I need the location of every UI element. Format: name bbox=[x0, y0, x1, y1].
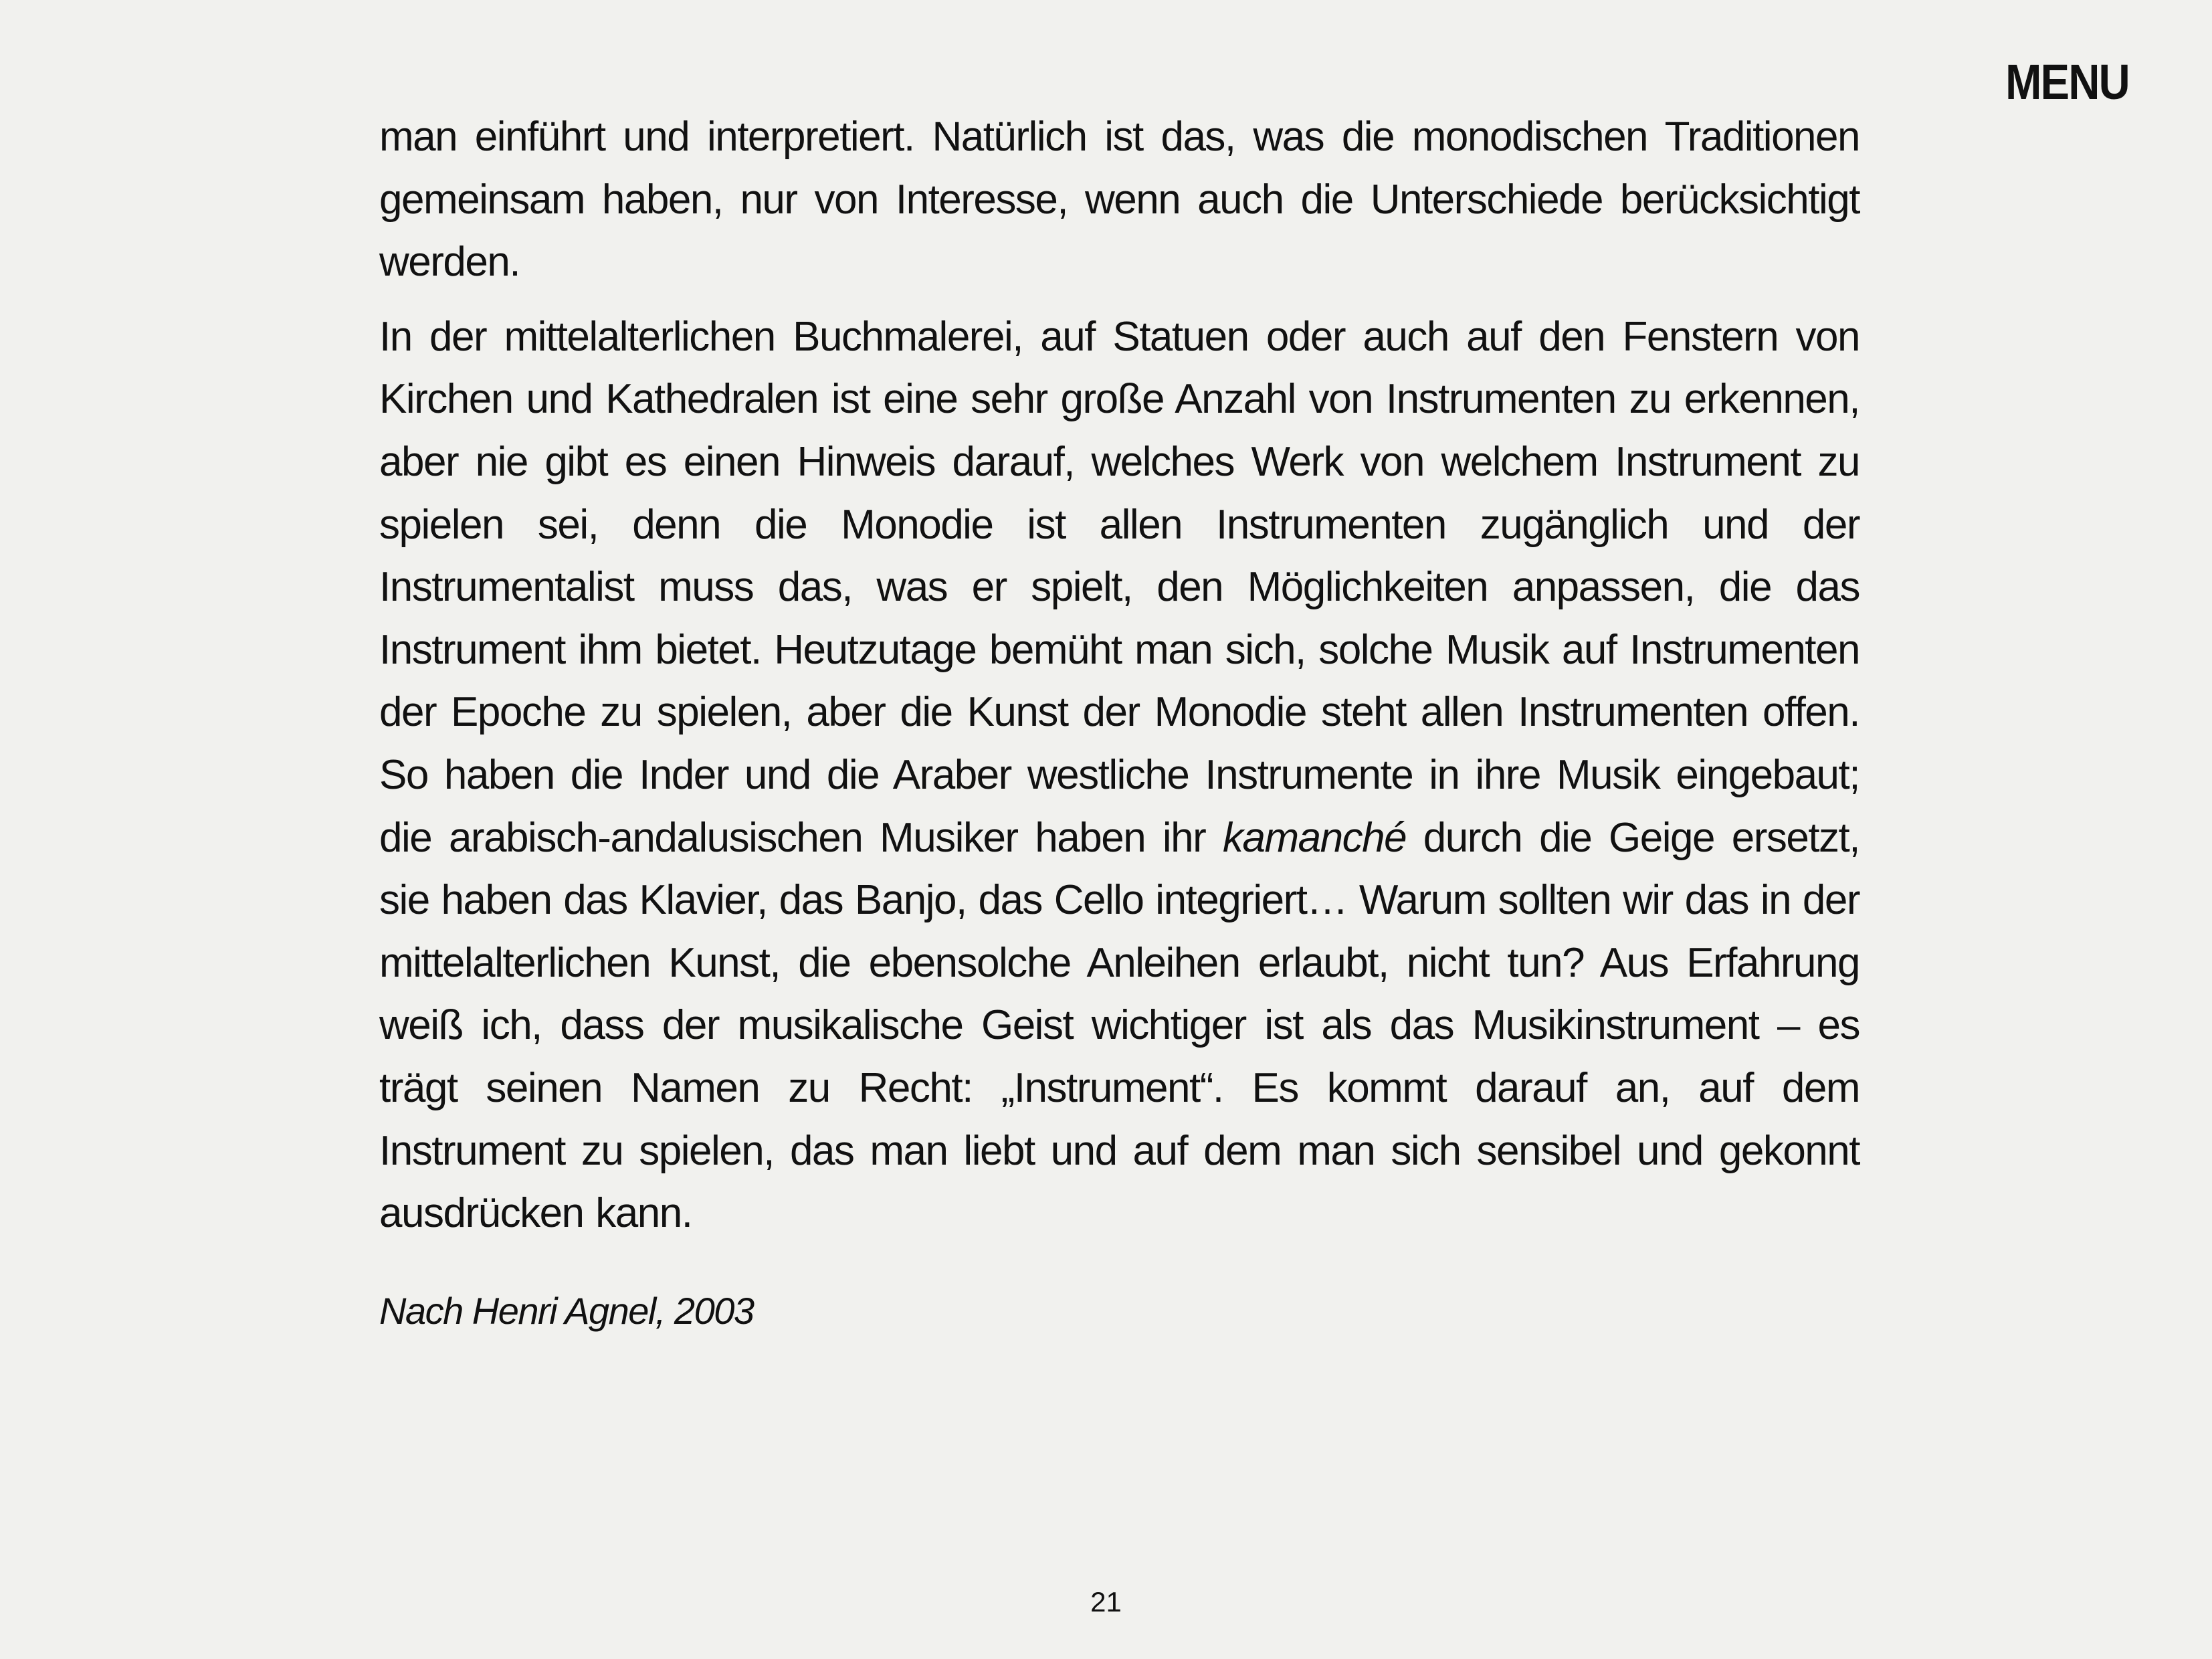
paragraph-2-text-end: durch die Geige ersetzt, sie haben das Klavier, das Banjo, das Cello integriert… Warum sollten wir das in der mittelalterlichen Kunst, die ebensolche Anleihen erlaubt, nicht tun? Aus Erfahrung weiß ich, dass der musikalische Geist wichtiger ist als das Musikinstrument – es trägt seinen Namen zu Recht: „Instrument“. Es kommt darauf an, auf dem Instrument zu spielen, das man liebt und auf dem man sich sensibel und gekonnt ausdrücken kann. bbox=[379, 814, 1859, 1237]
paragraph-2-text-start: In der mittelalterlichen Buchmalerei, auf Statuen oder auch auf den Fenstern von Kirchen und Kathedralen ist eine sehr große Anzahl von Instrumenten zu erkennen, aber nie gibt es einen Hinweis darauf, welches Werk von welchem Instrument zu spielen sei, denn die Monodie ist allen Instrumenten zugänglich und der Instrumentalist muss das, was er spielt, den Möglichkeiten anpassen, die das Instrument ihm bietet. Heutzutage bemüht man sich, solche Musik auf Instrumenten der Epoche zu spielen, aber die Kunst der Monodie steht allen Instrumenten offen. So haben die Inder und die Araber westliche Instrumente in ihre Musik eingebaut; die arabisch-andalusischen Musiker haben ihr bbox=[379, 313, 1859, 861]
paragraph-1: man einführt und interpretiert. Natürlich ist das, was die monodischen Traditionen gemeinsam haben, nur von Interesse, wenn auch die Unterschiede berücksichtigt werden. bbox=[379, 114, 1859, 286]
main-text bbox=[379, 106, 1859, 1257]
page-number: 21 bbox=[1090, 1586, 1122, 1618]
paragraph-2 bbox=[379, 306, 1859, 1245]
source-attribution: Nach Henri Agnel, 2003 bbox=[379, 1290, 754, 1332]
menu-button[interactable]: MENU bbox=[2005, 54, 2129, 110]
italic-term: kamanché bbox=[1223, 814, 1407, 861]
